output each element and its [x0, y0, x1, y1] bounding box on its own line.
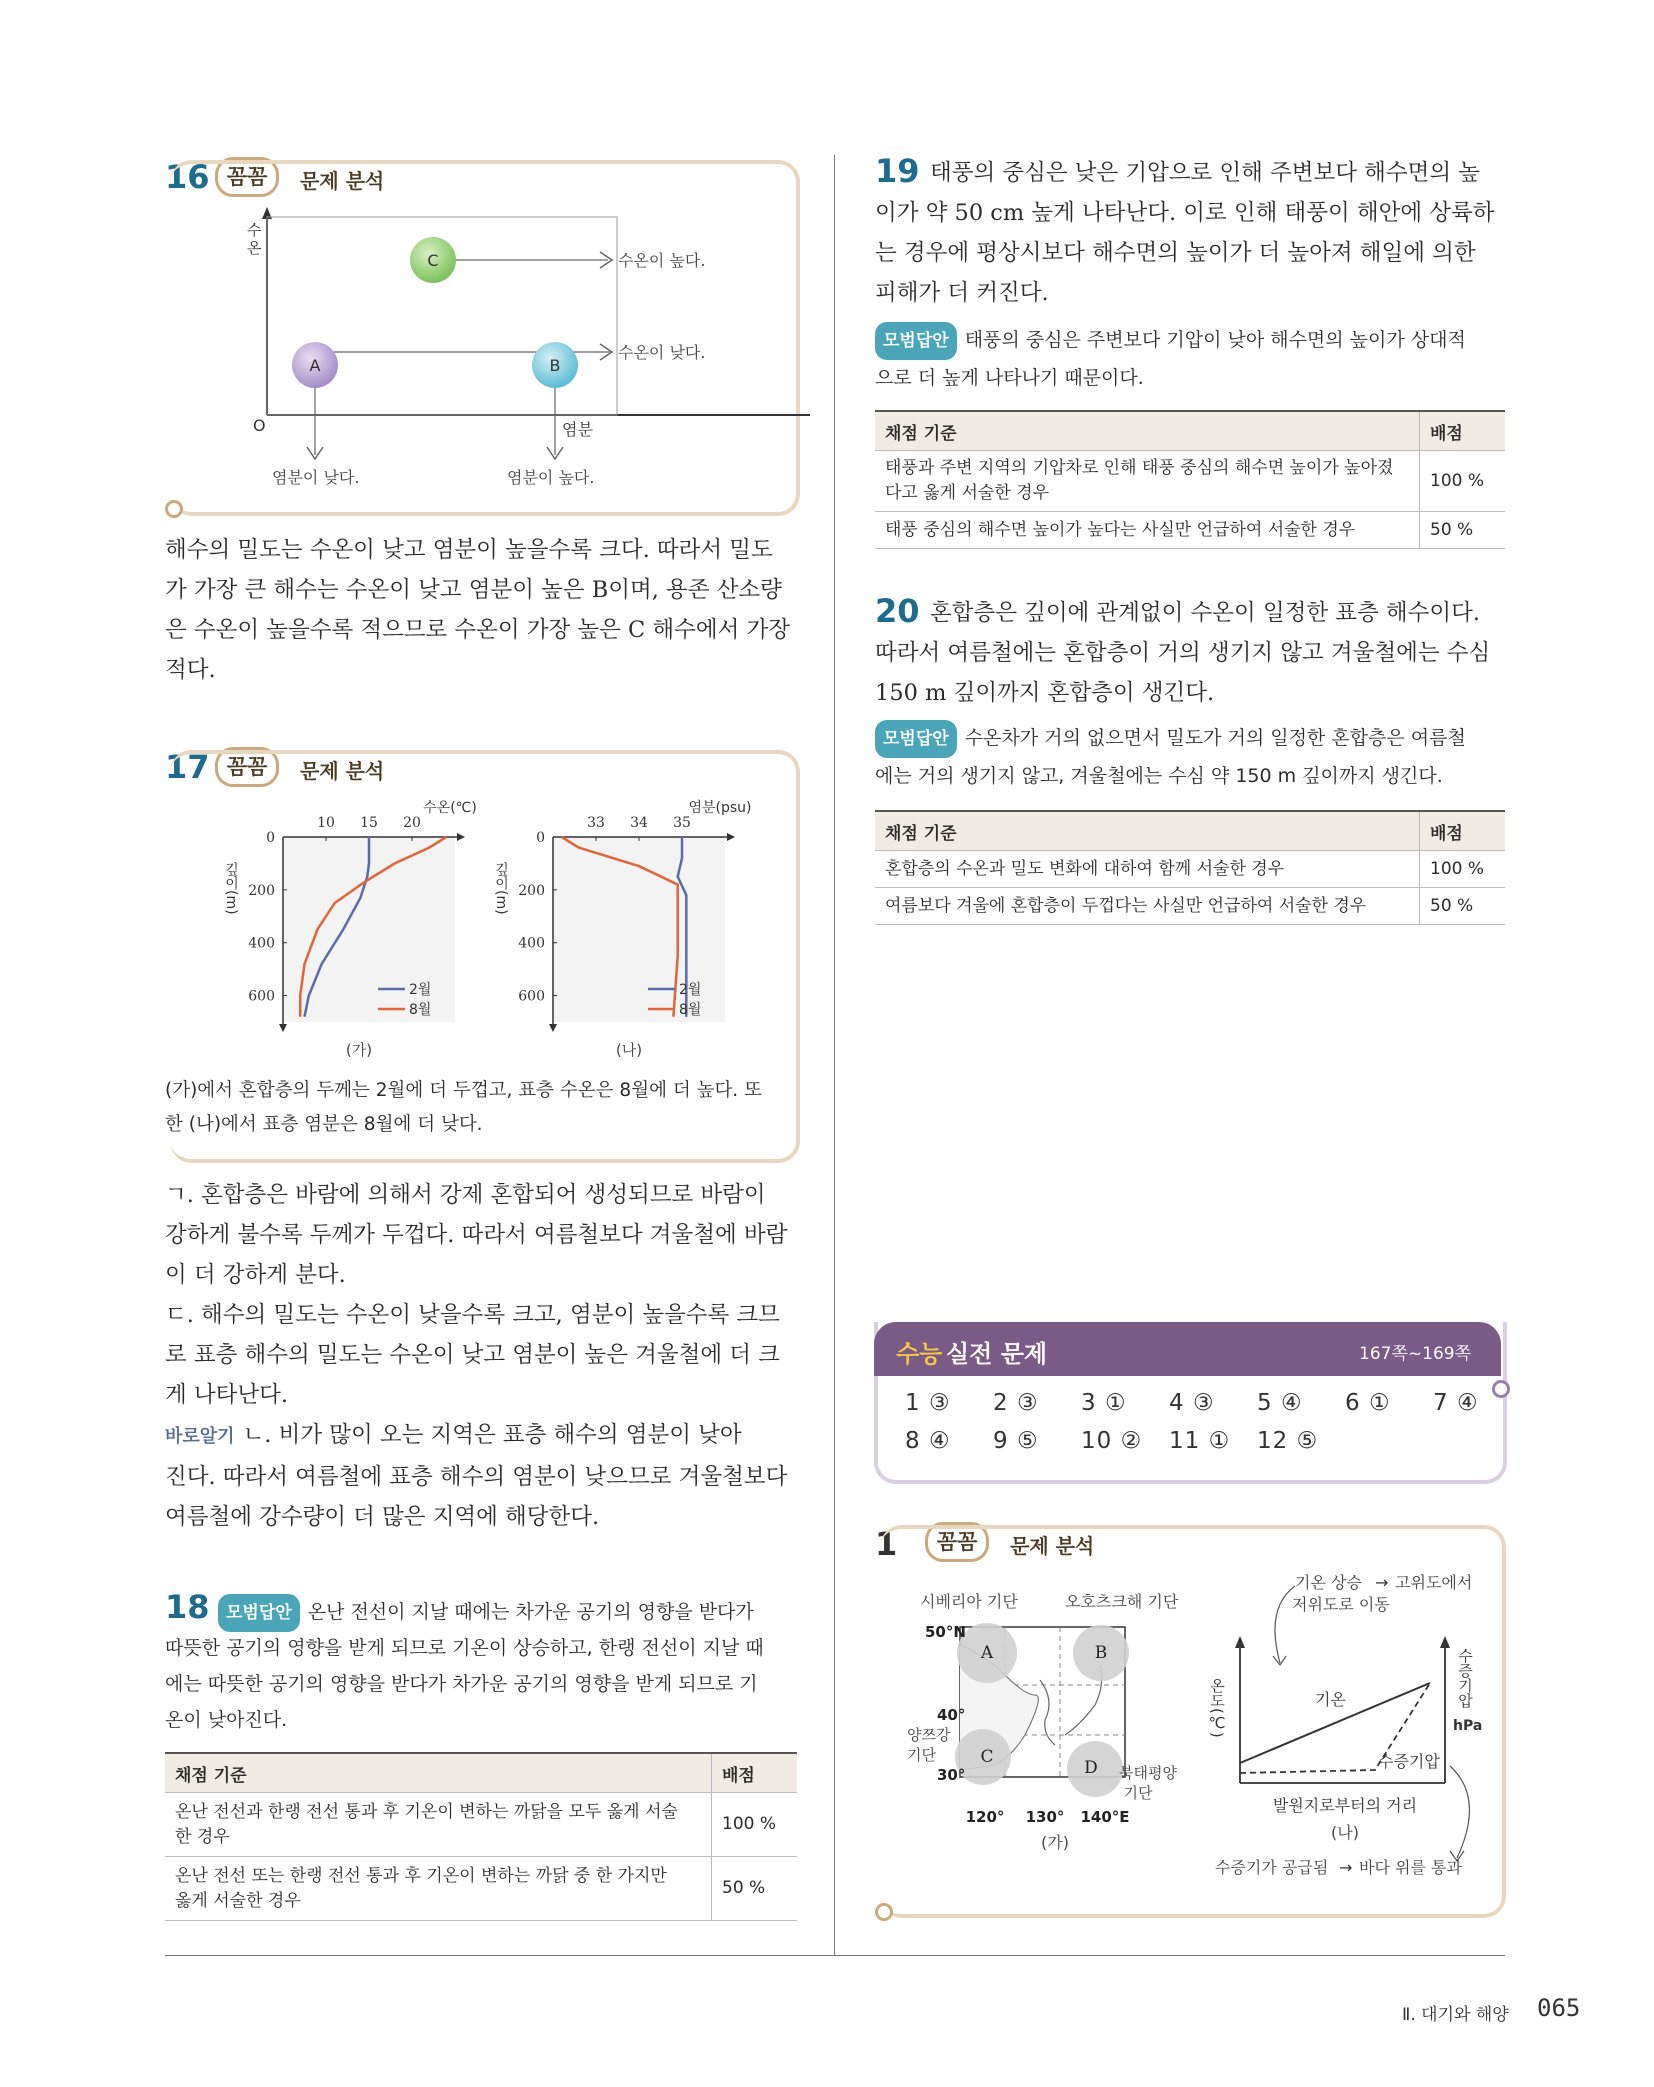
- graph-top-note-3: 저위도로 이동: [1292, 1595, 1390, 1614]
- suneung-box-dot: [1492, 1380, 1510, 1398]
- ga-legend-aug: 8월: [409, 1002, 432, 1018]
- right-axis-label: 수증기압: [1456, 1648, 1474, 1708]
- point-c-label: C: [427, 251, 439, 270]
- vapor-line-label: 수증기압: [1378, 1752, 1440, 1771]
- y-axis-label-2: 온: [247, 239, 262, 257]
- point-a-label: A: [309, 356, 321, 375]
- baro-algi-badge: 바로알기: [165, 1426, 235, 1447]
- airmass-b-label: B: [1094, 1643, 1108, 1663]
- na-xtick-34: 34: [630, 815, 648, 831]
- q19-scoring-table: 채점 기준 배점 태풍과 주변 지역의 기압차로 인해 태풍 중심의 해수면 높이가 높아졌 다고 옳게 서술한 경우 100 % 태풍 중심의 해수면 높이가 높다는 사실만 언급하여 서술한 경우 50 %: [875, 410, 1505, 549]
- q18-answer: 모범답안 온난 전선이 지날 때에는 차가운 공기의 영향을 받다가: [218, 1594, 754, 1632]
- temp-line-label: 기온: [1315, 1690, 1346, 1709]
- map-caption: (가): [1041, 1833, 1069, 1852]
- na-ytick-600: 600: [518, 988, 545, 1005]
- q20-number: 20: [875, 592, 920, 630]
- graph-bottom-note-1: 수증기가 공급됨: [1215, 1858, 1329, 1877]
- right-axis-unit: hPa: [1453, 1718, 1483, 1734]
- na-xtick-35: 35: [673, 815, 691, 831]
- q20-scoring-table: 채점 기준 배점 혼합층의 수온과 밀도 변화에 대하여 함께 서술한 경우 100 % 여름보다 겨울에 혼합층이 두껍다는 사실만 언급하여 서술한 경우 50 %: [875, 810, 1505, 925]
- ga-xtick-15: 15: [360, 815, 378, 831]
- point-b-label: B: [549, 356, 561, 375]
- lon-130-label: 130°: [1025, 1808, 1065, 1826]
- q18-number: 18: [165, 1588, 210, 1626]
- q20-answer: 모범답안 수온차가 거의 없으면서 밀도가 거의 일정한 혼합층은 여름철 에는 거의 생기지 않고, 겨울철에는 수심 약 150 m 깊이까지 생긴다.: [875, 720, 1466, 794]
- npacific-label-2: 기단: [1123, 1784, 1153, 1802]
- ga-ytick-600: 600: [248, 988, 275, 1005]
- q17-explanation: ㄱ. 혼합층은 바람에 의해서 강제 혼합되어 생성되므로 바람이 강하게 불수록 두께가 두껍다. 따라서 여름철보다 겨울철에 바람 이 더 강하게 분다. ㄷ. 해수의 밀도는 수온이 낮을수록 크고, 염분이 높을수록 크므 로 표층 해수의 밀도는 수온이 낮고 염분이 높은 겨울철에 더 크 게 나타난다. 바로알기 ㄴ. 비가 많이 오는 지역은 표층 해수의 염분이 낮아 진다. 따라서 여름철에 표층 해수의 염분이 낮으므로 겨울철보다 여름철에 강수량이 더 많은 지역에 해당한다.: [165, 1182, 788, 1530]
- origin-label: O: [253, 416, 266, 435]
- answer-item-r1-7: 7 ④: [1433, 1390, 1479, 1416]
- answer-item-r2-1: 8 ④: [905, 1428, 951, 1454]
- airmass-d-label: D: [1084, 1758, 1098, 1778]
- s1-analysis-label: 문제 분석: [1010, 1534, 1095, 1558]
- q18-answer-cont: 따뜻한 공기의 영향을 받게 되므로 기온이 상승하고, 한랭 전선이 지날 때 에는 따뜻한 공기의 영향을 받다가 차가운 공기의 영향을 받게 되므로 기 온이 낮아진다.: [165, 1637, 764, 1731]
- na-top-label: 염분(psu): [688, 800, 752, 816]
- na-ytick-200: 200: [518, 882, 545, 899]
- q19-explanation: 태풍의 중심은 낮은 기압으로 인해 주변보다 해수면의 높 이가 약 50 cm 높게 나타난다. 이로 인해 태풍이 해안에 상륙하 는 경우에 평상시보다 해수면의 높이가 더 높아져 해일에 의한 피해가 더 커진다.: [875, 160, 1495, 306]
- graph-caption: (나): [1331, 1823, 1359, 1842]
- yangtze-label-1: 양쯔강: [907, 1726, 951, 1744]
- suneung-title: 실전 문제: [946, 1340, 1048, 1368]
- na-ytick-0: 0: [536, 830, 545, 846]
- na-caption: (나): [615, 1041, 643, 1059]
- q17-number: 17: [165, 748, 210, 786]
- q20-explanation: 혼합층은 깊이에 관계없이 수온이 일정한 표층 해수이다. 따라서 여름철에는 혼합층이 거의 생기지 않고 겨울철에는 수심 150 m 깊이까지 혼합층이 생긴다.: [875, 600, 1491, 706]
- ga-x-arrow: [457, 833, 465, 841]
- graph-xlabel: 발원지로부터의 거리: [1272, 1796, 1418, 1815]
- answer-item-r2-3: 10 ②: [1081, 1428, 1143, 1454]
- lat-50-label: 50°N: [925, 1623, 966, 1641]
- answer-item-r1-6: 6 ①: [1345, 1390, 1391, 1416]
- answer-item-r1-4: 4 ③: [1169, 1390, 1215, 1416]
- na-xtick-33: 33: [587, 815, 605, 831]
- q18-scoring-table: 채점 기준 배점 온난 전선과 한랭 전선 통과 후 기온이 변하는 까닭을 모두 옳게 서술 한 경우 100 % 온난 전선 또는 한랭 전선 통과 후 기온이 변하는 까닭 중 한 가지만 옳게 서술한 경우 50 %: [165, 1752, 797, 1921]
- ga-xtick-20: 20: [403, 815, 421, 831]
- q16-box-dot: [165, 500, 183, 518]
- q16-analysis-label: 문제 분석: [300, 169, 385, 193]
- footer-page-number: 065: [1537, 1994, 1581, 2022]
- label-high-salinity: 염분이 높다.: [507, 468, 595, 487]
- answer-item-r2-5: 12 ⑤: [1257, 1428, 1319, 1454]
- s1-number: 1: [875, 1525, 898, 1563]
- yangtze-label-2: 기단: [907, 1746, 936, 1764]
- siberia-label: 시베리아 기단: [920, 1592, 1018, 1611]
- q16-number: 16: [165, 158, 210, 196]
- q17-graph-na: [493, 797, 752, 1062]
- answer-item-r1-5: 5 ④: [1257, 1390, 1303, 1416]
- page-bottom-rule: [165, 1955, 1505, 1956]
- column-divider: [834, 155, 835, 1955]
- lon-140-label: 140°E: [1080, 1808, 1130, 1826]
- q18-model-answer-badge: 모범답안: [218, 1594, 300, 1632]
- q17-kkomkkom-badge: 꼼꼼: [215, 747, 279, 787]
- label-high-temp: 수온이 높다.: [618, 251, 706, 270]
- answer-item-r1-3: 3 ①: [1081, 1390, 1127, 1416]
- ga-ytick-200: 200: [248, 882, 275, 899]
- na-ytick-400: 400: [518, 935, 545, 952]
- graph-top-note-1: 기온 상승: [1295, 1573, 1362, 1592]
- lat-30-label: 30°: [937, 1766, 966, 1784]
- answer-item-r1-2: 2 ③: [993, 1390, 1039, 1416]
- na-legend-aug: 8월: [679, 1002, 702, 1018]
- ga-ylabel: 깊이(m): [223, 862, 239, 915]
- lat-40-label: 40°: [937, 1706, 966, 1724]
- airmass-c-label: C: [980, 1747, 994, 1767]
- graph-bottom-note-arrow: →: [1339, 1858, 1353, 1877]
- suneung-pages: 167쪽~169쪽: [1359, 1344, 1471, 1364]
- suneung-header: [874, 1322, 1501, 1376]
- left-axis-label: 온도(℃): [1208, 1678, 1226, 1738]
- q16-kkomkkom-badge: 꼼꼼: [215, 157, 279, 197]
- graph-top-note-arrow: →: [1375, 1573, 1389, 1592]
- answer-item-r2-4: 11 ①: [1169, 1428, 1231, 1454]
- q17-analysis-label: 문제 분석: [300, 759, 385, 783]
- s1-map: [895, 1585, 1185, 1870]
- s1-kkomkkom-badge: 꼼꼼: [925, 1522, 989, 1562]
- airmass-a-label: A: [980, 1643, 994, 1663]
- na-ylabel: 깊이(m): [493, 862, 509, 915]
- ga-ytick-400: 400: [248, 935, 275, 952]
- q16-diagram: [220, 205, 780, 495]
- na-legend-feb: 2월: [679, 982, 702, 998]
- footer-section: Ⅱ. 대기와 해양: [1402, 2005, 1509, 2025]
- na-y-arrow: [549, 1024, 557, 1032]
- q17-graph-ga: [225, 797, 475, 1062]
- label-low-salinity: 염분이 낮다.: [272, 468, 360, 487]
- ga-caption: (가): [345, 1041, 373, 1059]
- npacific-label-1: 북태평양: [1119, 1764, 1177, 1782]
- ga-ytick-0: 0: [266, 830, 275, 846]
- s1-box-dot: [875, 1903, 893, 1921]
- na-x-arrow: [727, 833, 735, 841]
- answer-item-r2-2: 9 ⑤: [993, 1428, 1039, 1454]
- q20-model-answer-badge: 모범답안: [875, 720, 957, 758]
- answer-item-r1-1: 1 ③: [905, 1390, 951, 1416]
- x-axis-label: 염분: [562, 420, 593, 439]
- okhotsk-label: 오호츠크해 기단: [1065, 1592, 1179, 1611]
- ga-xtick-10: 10: [317, 815, 335, 831]
- q17-box-note: (가)에서 혼합층의 두께는 2월에 더 두껍고, 표층 수온은 8월에 더 높다. 또 한 (나)에서 표층 염분은 8월에 더 낮다.: [165, 1080, 762, 1135]
- q19-answer: 모범답안 태풍의 중심은 주변보다 기압이 낮아 해수면의 높이가 상대적 으로 더 높게 나타나기 때문이다.: [875, 322, 1466, 396]
- graph-top-note-2: 고위도에서: [1395, 1573, 1473, 1592]
- ga-y-arrow: [279, 1024, 287, 1032]
- q16-explanation: 해수의 밀도는 수온이 낮고 염분이 높을수록 크다. 따라서 밀도 가 가장 큰 해수는 수온이 낮고 염분이 높은 B이며, 용존 산소량 은 수온이 높을수록 적으므로 수온이 가장 높은 C 해수에서 가장 적다.: [165, 537, 790, 683]
- q19-number: 19: [875, 152, 920, 190]
- y-axis-label-1: 수: [247, 221, 262, 239]
- q19-model-answer-badge: 모범답안: [875, 322, 957, 360]
- s1-graph: [1195, 1568, 1500, 1898]
- lon-120-label: 120°: [965, 1808, 1005, 1826]
- ga-legend-feb: 2월: [409, 982, 432, 998]
- label-low-temp: 수온이 낮다.: [618, 343, 706, 362]
- ga-top-label: 수온(℃): [423, 800, 477, 816]
- graph-bottom-note-2: 바다 위를 통과: [1359, 1858, 1462, 1877]
- suneung-badge: 수능: [896, 1340, 943, 1368]
